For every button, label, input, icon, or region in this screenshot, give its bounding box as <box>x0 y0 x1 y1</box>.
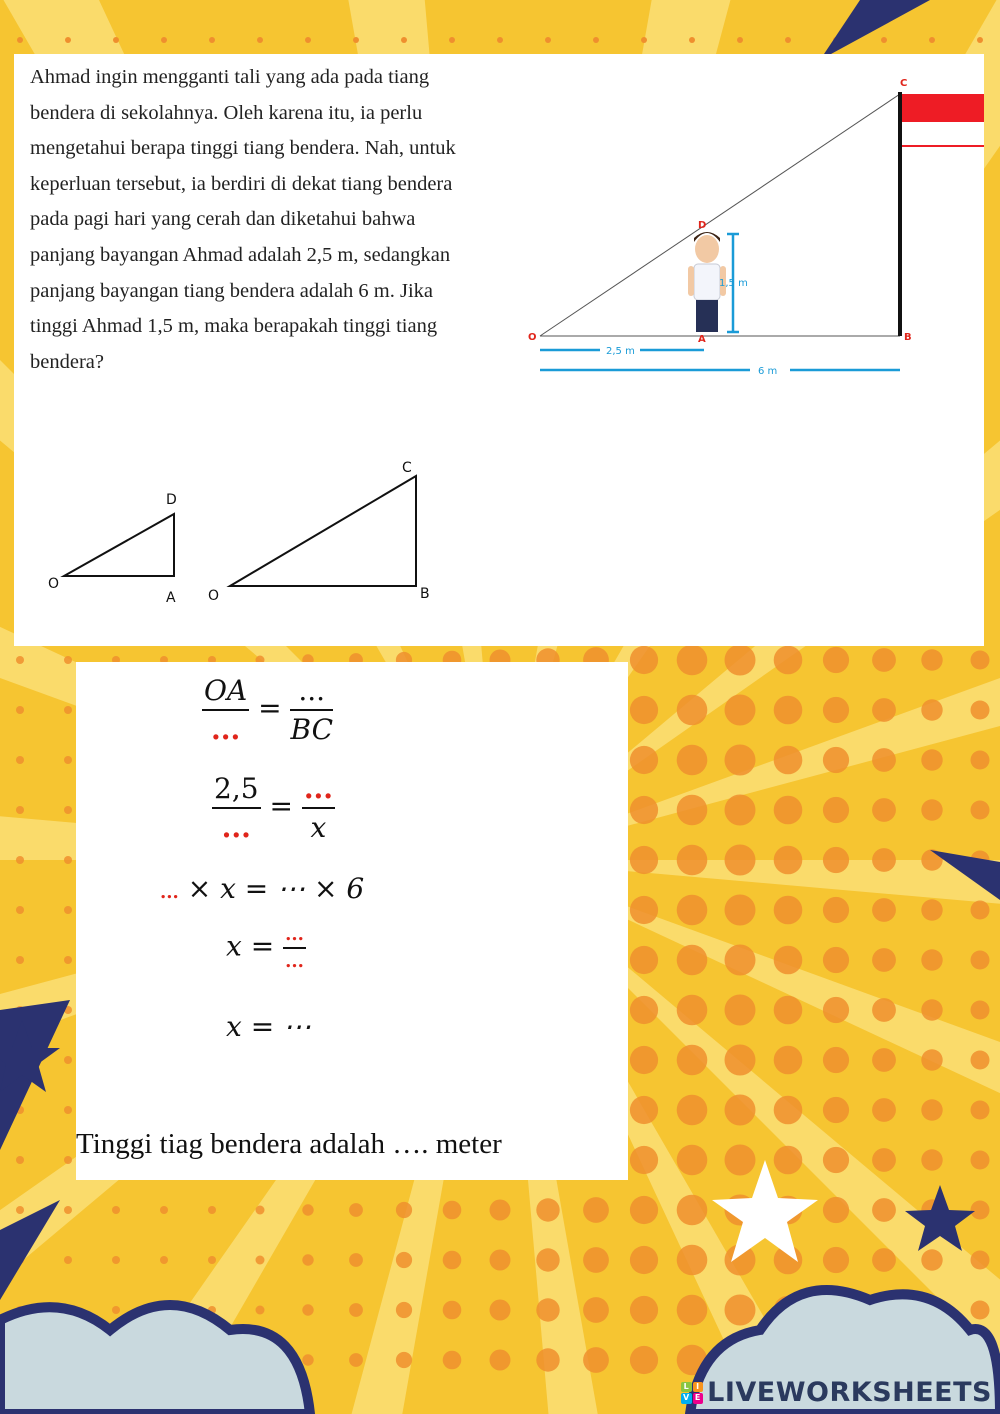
halftone-dot <box>583 1247 609 1273</box>
halftone-dot <box>443 1201 462 1220</box>
halftone-dot <box>677 845 708 876</box>
halftone-dot <box>774 1046 803 1075</box>
point-c-label: C <box>900 78 908 89</box>
halftone-dot <box>64 656 72 664</box>
halftone-dot <box>677 895 708 926</box>
halftone-dot <box>677 795 708 826</box>
eq1-right-numerator-blank[interactable]: ... <box>290 674 333 711</box>
halftone-dot <box>872 1098 896 1122</box>
halftone-dot <box>396 1202 412 1218</box>
halftone-dot <box>349 1303 363 1317</box>
small-triangle-d-label: D <box>166 492 177 508</box>
halftone-dot <box>872 1048 896 1072</box>
halftone-dot <box>490 1350 511 1371</box>
halftone-dot <box>209 37 215 43</box>
halftone-dot <box>971 901 990 920</box>
halftone-dot <box>921 1249 942 1270</box>
halftone-dot <box>64 906 72 914</box>
halftone-dot <box>490 1250 511 1271</box>
halftone-dot <box>872 898 896 922</box>
halftone-dot <box>823 1197 849 1223</box>
liveworksheets-brand <box>681 1377 992 1408</box>
eq1-left-denominator-blank[interactable]: ... <box>210 713 241 746</box>
halftone-dot <box>353 37 359 43</box>
halftone-dot <box>725 695 756 726</box>
flagpole-illustration <box>522 74 984 384</box>
halftone-dot <box>677 745 708 776</box>
halftone-dot <box>630 1196 658 1224</box>
halftone-dot <box>977 37 983 43</box>
halftone-dot <box>774 746 803 775</box>
halftone-dot <box>630 1246 658 1274</box>
eq3-rest: × x = ⋯ × 6 <box>187 872 365 905</box>
large-triangle-o-label: O <box>208 588 220 604</box>
halftone-dot <box>677 1295 708 1326</box>
halftone-dot <box>725 745 756 776</box>
halftone-dot <box>630 1346 658 1374</box>
equation-solve-x <box>226 924 306 972</box>
halftone-dot <box>16 756 24 764</box>
eq4-denominator-blank[interactable]: ... <box>285 951 304 972</box>
halftone-dot <box>921 1049 942 1070</box>
halftone-dot <box>725 895 756 926</box>
halftone-dot <box>774 796 803 825</box>
halftone-dot <box>630 1096 658 1124</box>
halftone-dot <box>785 37 791 43</box>
similar-triangles-diagram <box>44 454 464 614</box>
halftone-dot <box>630 1296 658 1324</box>
eq1-right-denominator: BC <box>290 713 333 746</box>
halftone-dot <box>16 906 24 914</box>
halftone-dot <box>872 698 896 722</box>
halftone-dot <box>677 645 708 676</box>
halftone-dot <box>302 1354 313 1365</box>
halftone-dot <box>64 1156 72 1164</box>
eq3-blank[interactable]: ... <box>160 882 179 903</box>
eq2-right-denominator: x <box>310 811 327 844</box>
halftone-dot <box>349 1203 363 1217</box>
halftone-dot <box>823 1097 849 1123</box>
halftone-dot <box>774 996 803 1025</box>
eq2-left-numerator: 2,5 <box>212 772 261 809</box>
halftone-dot <box>823 697 849 723</box>
point-d-label: D <box>698 220 707 231</box>
halftone-dot <box>112 1256 120 1264</box>
halftone-dot <box>630 996 658 1024</box>
halftone-dot <box>689 37 695 43</box>
halftone-dot <box>921 1099 942 1120</box>
halftone-dot <box>396 1252 412 1268</box>
equation-result <box>226 1010 311 1043</box>
flag-red <box>902 94 984 122</box>
halftone-dot <box>490 1200 511 1221</box>
halftone-dot <box>677 1095 708 1126</box>
halftone-dot <box>630 796 658 824</box>
halftone-dot <box>302 1204 313 1215</box>
halftone-dot <box>630 846 658 874</box>
halftone-dot <box>630 746 658 774</box>
halftone-dot <box>64 756 72 764</box>
halftone-dot <box>396 1352 412 1368</box>
halftone-dot <box>971 1001 990 1020</box>
large-triangle-c-label: C <box>402 460 412 476</box>
halftone-dot <box>823 797 849 823</box>
halftone-dot <box>725 645 756 676</box>
halftone-dot <box>971 801 990 820</box>
small-triangle-a-label: A <box>166 590 176 606</box>
halftone-dot <box>774 946 803 975</box>
halftone-dot <box>872 1248 896 1272</box>
shadow-short-label: 2,5 m <box>606 346 635 357</box>
halftone-dot <box>490 1300 511 1321</box>
point-b-label: B <box>904 332 912 343</box>
halftone-dot <box>725 795 756 826</box>
halftone-dot <box>16 806 24 814</box>
halftone-dot <box>497 37 503 43</box>
halftone-dot <box>583 1297 609 1323</box>
answer-sentence[interactable]: Tinggi tiag bendera adalah …. meter <box>76 1128 502 1160</box>
halftone-dot <box>208 1206 216 1214</box>
halftone-dot <box>583 1347 609 1373</box>
halftone-dot <box>921 649 942 670</box>
liveworksheets-logo-icon: L I V E <box>681 1382 703 1404</box>
halftone-dot <box>677 695 708 726</box>
halftone-dot <box>64 706 72 714</box>
halftone-dot <box>872 1198 896 1222</box>
halftone-dot <box>872 748 896 772</box>
halftone-dot <box>536 1348 559 1371</box>
halftone-dot <box>872 848 896 872</box>
halftone-dot <box>921 899 942 920</box>
height-label: 1,5 m <box>719 278 748 289</box>
halftone-dot <box>971 1051 990 1070</box>
halftone-dot <box>112 1306 120 1314</box>
halftone-dot <box>16 956 24 964</box>
halftone-dot <box>112 1206 120 1214</box>
halftone-dot <box>677 1045 708 1076</box>
halftone-dot <box>971 951 990 970</box>
eq2-left-denominator-blank[interactable]: ... <box>221 811 251 844</box>
halftone-dot <box>774 646 803 675</box>
halftone-dot <box>971 1151 990 1170</box>
halftone-dot <box>630 696 658 724</box>
halftone-dot <box>774 1096 803 1125</box>
halftone-dot <box>16 1156 24 1164</box>
eq5-text[interactable]: x = ⋯ <box>226 1010 312 1043</box>
halftone-dot <box>64 1256 72 1264</box>
navy-swoosh-left <box>0 1000 70 1300</box>
halftone-dot <box>725 1095 756 1126</box>
point-o-label: O <box>528 332 537 343</box>
halftone-dot <box>677 945 708 976</box>
halftone-dot <box>677 1145 708 1176</box>
halftone-dot <box>16 1206 24 1214</box>
halftone-dot <box>65 37 71 43</box>
halftone-dot <box>921 949 942 970</box>
halftone-dot <box>677 1245 708 1276</box>
flagpole <box>898 92 902 336</box>
halftone-dot <box>536 1298 559 1321</box>
halftone-dot <box>921 1149 942 1170</box>
halftone-dot <box>823 647 849 673</box>
halftone-dot <box>774 696 803 725</box>
halftone-dot <box>257 37 263 43</box>
eq4-numerator-blank[interactable]: ... <box>283 924 306 949</box>
halftone-dot <box>971 751 990 770</box>
halftone-dot <box>161 37 167 43</box>
halftone-dot <box>630 646 658 674</box>
halftone-dot <box>160 1256 168 1264</box>
halftone-dot <box>971 701 990 720</box>
halftone-dot <box>593 37 599 43</box>
halftone-dot <box>302 1304 313 1315</box>
halftone-dot <box>971 1201 990 1220</box>
halftone-dot <box>823 747 849 773</box>
equation-substitution <box>212 772 335 844</box>
halftone-dot <box>349 1253 363 1267</box>
halftone-dot <box>630 946 658 974</box>
halftone-dot <box>872 948 896 972</box>
halftone-dot <box>872 1148 896 1172</box>
halftone-dot <box>823 897 849 923</box>
halftone-dot <box>256 1306 265 1315</box>
halftone-dot <box>971 1101 990 1120</box>
halftone-dot <box>921 999 942 1020</box>
halftone-dot <box>256 1206 265 1215</box>
halftone-dot <box>881 37 887 43</box>
halftone-dot <box>725 1145 756 1176</box>
eq1-equals: = <box>258 691 282 725</box>
halftone-dot <box>737 37 743 43</box>
halftone-dot <box>64 1206 72 1214</box>
halftone-dot <box>677 995 708 1026</box>
halftone-dot <box>872 998 896 1022</box>
halftone-dot <box>725 995 756 1026</box>
halftone-dot <box>774 846 803 875</box>
solution-panel <box>76 662 628 1180</box>
halftone-dot <box>583 1197 609 1223</box>
halftone-dot <box>630 1046 658 1074</box>
large-triangle <box>230 476 416 586</box>
halftone-dot <box>921 799 942 820</box>
halftone-dot <box>872 648 896 672</box>
shadow-long-label: 6 m <box>758 366 778 377</box>
problem-statement: Ahmad ingin mengganti tali yang ada pada tiang bendera di sekolahnya. Oleh karena itu, ia perlu mengetahui berapa tinggi tiang bendera. Nah, untuk keperluan tersebut, ia berdiri di dekat tiang bendera pada pagi hari yang cerah dan diketahui bahwa panjang bayangan Ahmad adalah 2,5 m, sedangkan panjang bayangan tiang bendera adalah 6 m. Jika tinggi Ahmad 1,5 m, maka berapakah tinggi tiang bendera? <box>30 66 456 373</box>
eq2-equals: = <box>269 789 293 823</box>
halftone-dot <box>536 1198 559 1221</box>
halftone-dot <box>113 37 119 43</box>
point-a-label: A <box>698 334 706 345</box>
halftone-dot <box>64 806 72 814</box>
halftone-dot <box>823 847 849 873</box>
halftone-dot <box>823 1047 849 1073</box>
halftone-dot <box>971 1301 990 1320</box>
halftone-dot <box>872 798 896 822</box>
halftone-dot <box>443 1351 462 1370</box>
halftone-dot <box>401 37 407 43</box>
equation-cross-multiply <box>160 872 364 905</box>
eq1-left-numerator: OA <box>202 674 249 711</box>
halftone-dot <box>823 1247 849 1273</box>
white-star-icon <box>712 1160 818 1262</box>
halftone-dot <box>921 699 942 720</box>
halftone-dot <box>921 749 942 770</box>
halftone-dot <box>823 1147 849 1173</box>
halftone-dot <box>725 1295 756 1326</box>
halftone-dot <box>256 1256 265 1265</box>
eq2-right-numerator-blank[interactable]: ... <box>302 772 335 809</box>
halftone-dot <box>16 656 24 664</box>
halftone-dot <box>17 37 23 43</box>
halftone-dot <box>725 945 756 976</box>
halftone-dot <box>545 37 551 43</box>
halftone-dot <box>630 1146 658 1174</box>
eq4-lhs: x = <box>226 929 275 963</box>
halftone-dot <box>971 651 990 670</box>
halftone-dot <box>641 37 647 43</box>
halftone-dot <box>208 1256 216 1264</box>
halftone-dot <box>725 1045 756 1076</box>
halftone-dot <box>64 956 72 964</box>
small-triangle-o-label: O <box>48 576 60 592</box>
halftone-dot <box>774 1146 803 1175</box>
halftone-dot <box>725 845 756 876</box>
problem-panel <box>14 54 984 646</box>
halftone-dot <box>823 997 849 1023</box>
halftone-dot <box>630 896 658 924</box>
halftone-dot <box>16 856 24 864</box>
halftone-dot <box>774 896 803 925</box>
halftone-dot <box>64 856 72 864</box>
halftone-dot <box>443 1251 462 1270</box>
large-triangle-b-label: B <box>420 586 430 602</box>
halftone-dot <box>536 1248 559 1271</box>
halftone-dot <box>302 1254 313 1265</box>
brand-name: LIVEWORKSHEETS <box>707 1377 992 1408</box>
halftone-dot <box>16 706 24 714</box>
halftone-dot <box>160 1206 168 1214</box>
halftone-dot <box>305 37 311 43</box>
halftone-dot <box>64 1106 72 1114</box>
small-triangle <box>64 514 174 576</box>
halftone-dot <box>443 1301 462 1320</box>
halftone-dot <box>929 37 935 43</box>
halftone-dot <box>349 1353 363 1367</box>
equation-ratio <box>202 674 333 746</box>
halftone-dot <box>64 1056 72 1064</box>
halftone-dot <box>677 1195 708 1226</box>
halftone-dot <box>396 1302 412 1318</box>
halftone-dot <box>823 947 849 973</box>
halftone-dot <box>971 1251 990 1270</box>
halftone-dot <box>449 37 455 43</box>
